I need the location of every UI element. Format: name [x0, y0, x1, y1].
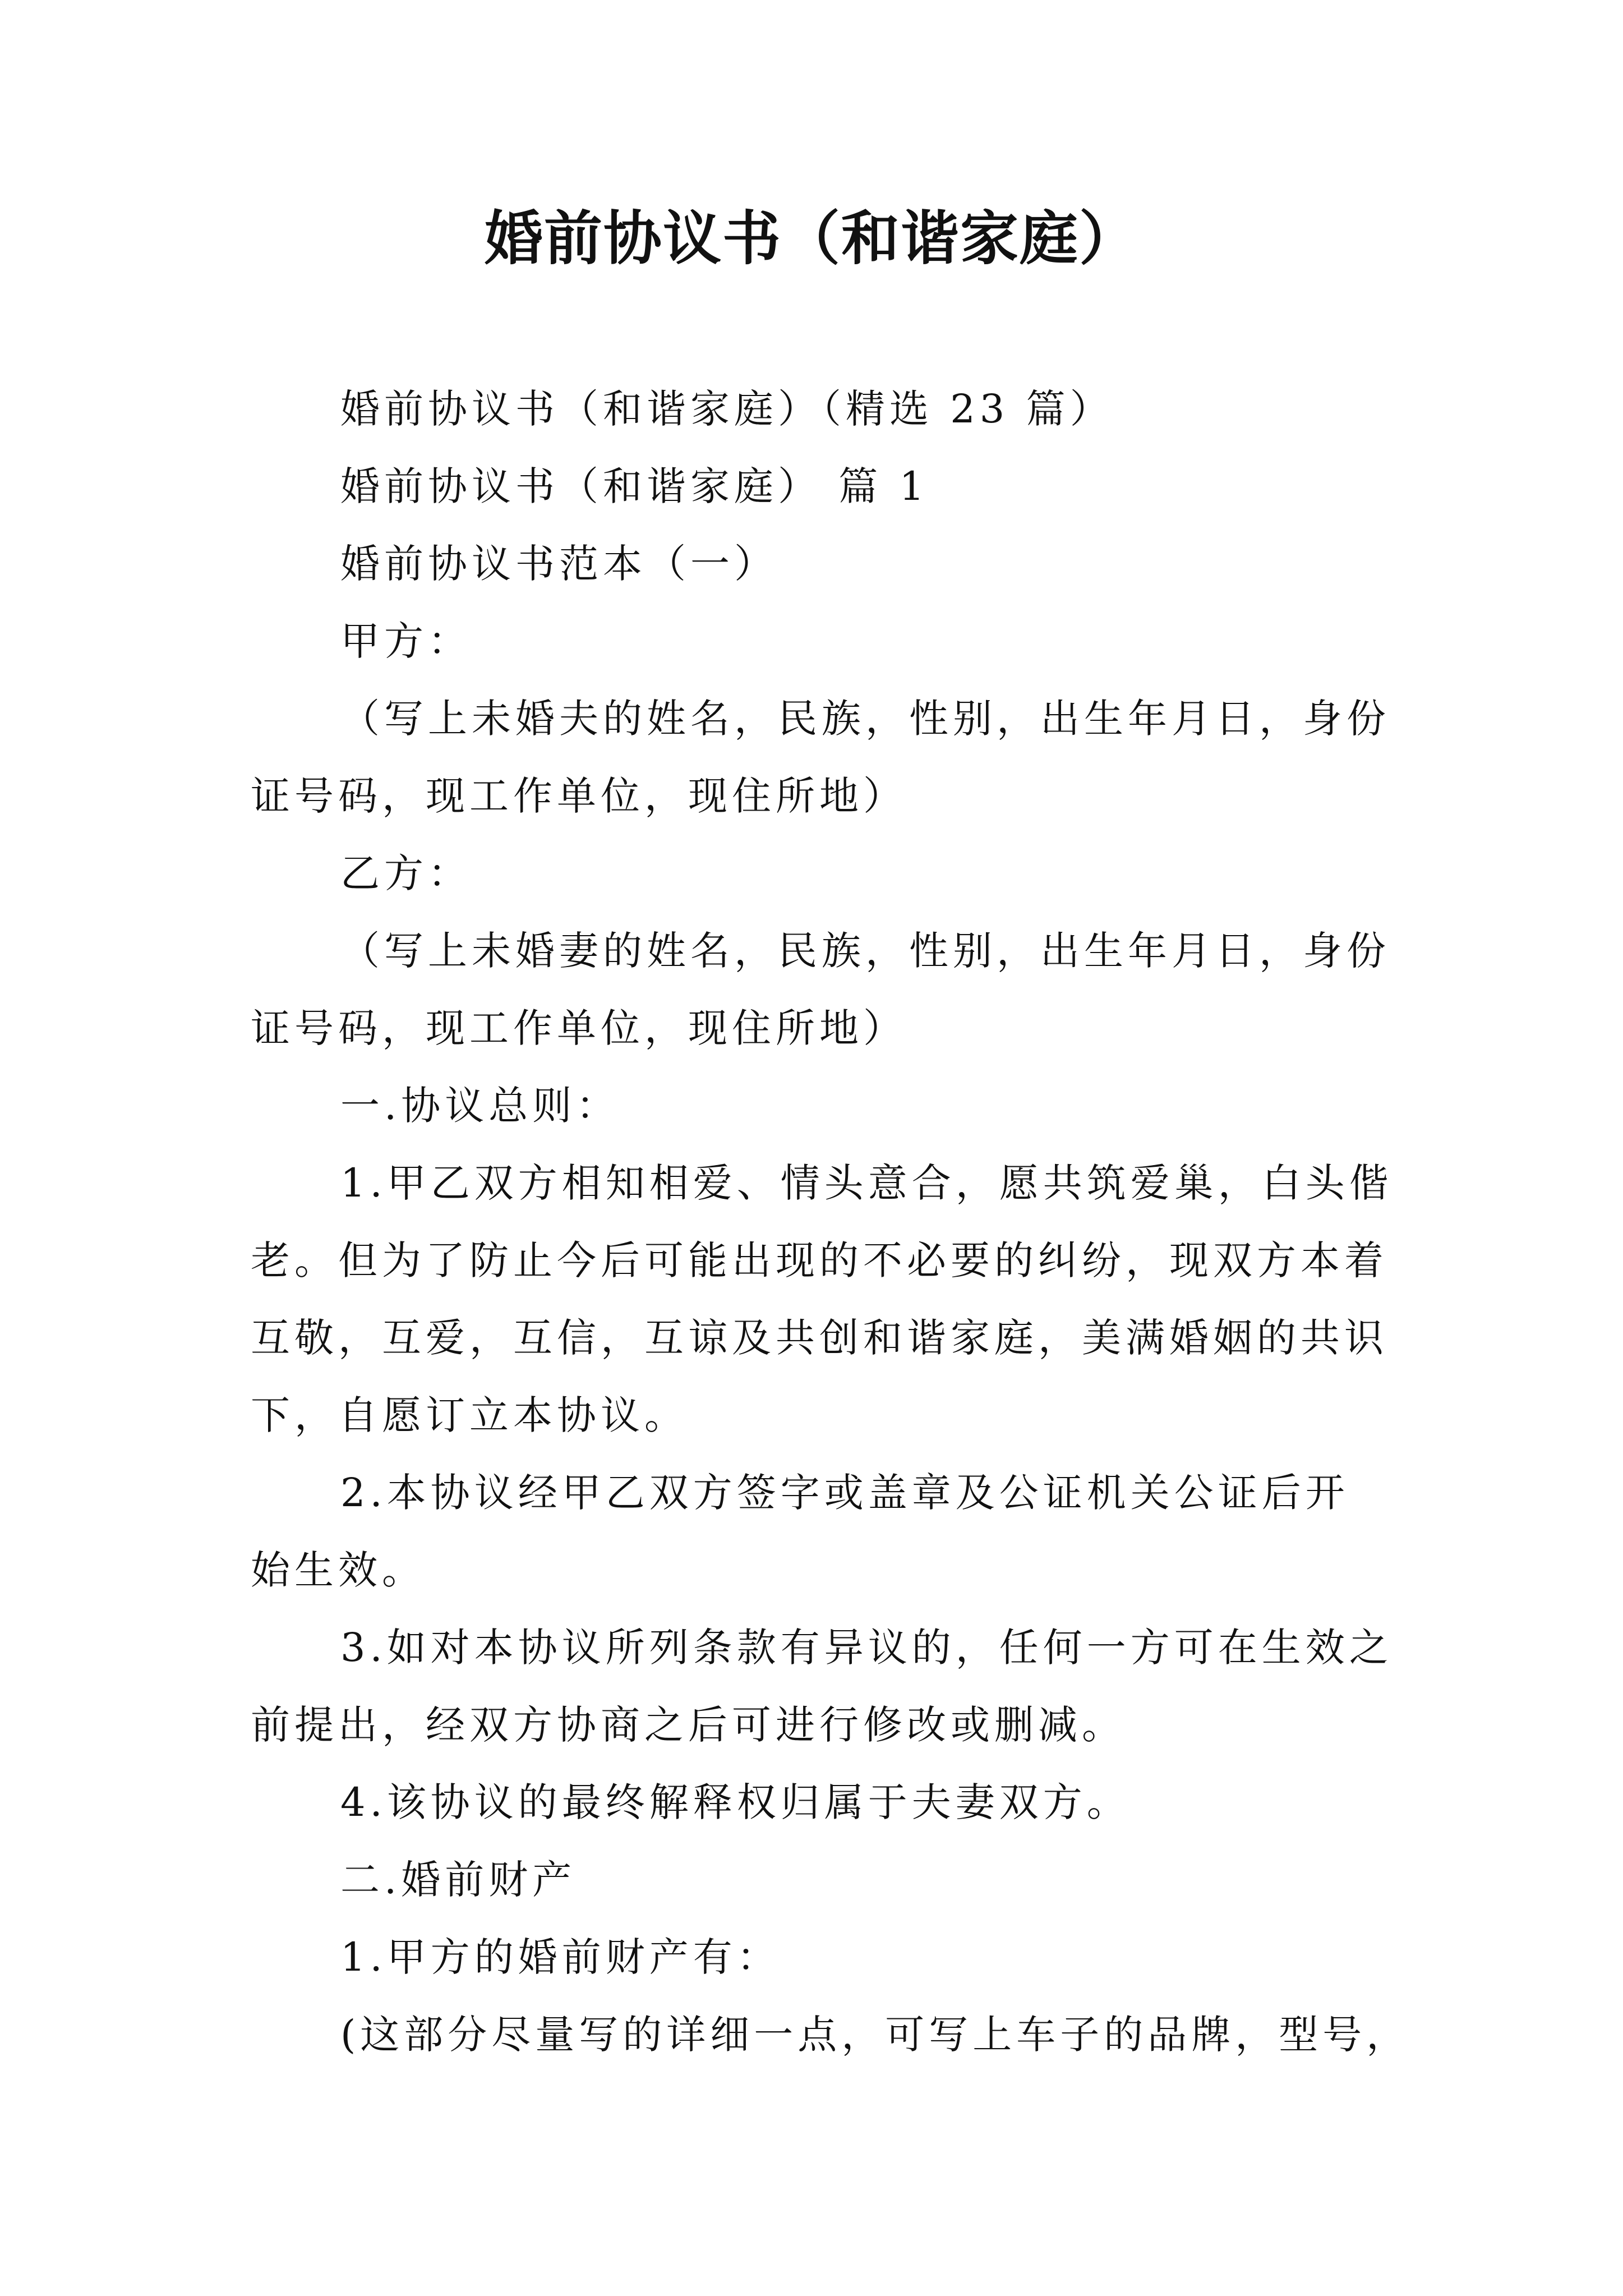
paragraph-line: 乙方： — [340, 850, 472, 896]
paragraph-line: 婚前协议书（和谐家庭） 篇 1 — [340, 463, 929, 509]
paragraph-line: 始生效。 — [251, 1547, 426, 1593]
paragraph-line: 2.本协议经甲乙双方签字或盖章及公证机关公证后开 — [340, 1470, 1349, 1516]
paragraph-line: 1.甲乙双方相知相爱、情头意合，愿共筑爱巢，白头偕 — [340, 1160, 1393, 1206]
paragraph-line: 二.婚前财产 — [340, 1857, 577, 1903]
paragraph-line: 4.该协议的最终解释权归属于夫妻双方。 — [340, 1779, 1131, 1825]
paragraph-line: 前提出，经双方协商之后可进行修改或删减。 — [251, 1702, 1126, 1748]
paragraph-line: (这部分尽量写的详细一点，可写上车子的品牌，型号， — [340, 2012, 1410, 2058]
paragraph-line: 1.甲方的婚前财产有： — [340, 1934, 781, 1980]
paragraph-line: （写上未婚妻的姓名，民族，性别，出生年月日，身份 — [340, 928, 1390, 974]
paragraph-line: 婚前协议书范本（一） — [340, 541, 778, 587]
document-body — [251, 370, 1410, 2073]
paragraph-line: 证号码，现工作单位，现住所地） — [251, 773, 907, 819]
paragraph-line: 证号码，现工作单位，现住所地） — [251, 1005, 907, 1051]
paragraph-line: 婚前协议书（和谐家庭）（精选 23 篇） — [340, 386, 1114, 432]
paragraph-line: 3.如对本协议所列条款有异议的，任何一方可在生效之 — [340, 1625, 1393, 1671]
paragraph-line: 老。但为了防止今后可能出现的不必要的纠纷，现双方本着 — [251, 1237, 1388, 1283]
paragraph-line: （写上未婚夫的姓名，民族，性别，出生年月日，身份 — [340, 696, 1390, 742]
document-title: 婚前协议书（和谐家庭） — [484, 204, 1138, 273]
paragraph-line: 互敬，互爱，互信，互谅及共创和谐家庭，美满婚姻的共识 — [251, 1315, 1388, 1361]
paragraph-line: 甲方： — [340, 618, 472, 664]
paragraph-line: 下，自愿订立本协议。 — [251, 1392, 688, 1438]
paragraph-line: 一.协议总则： — [340, 1083, 620, 1129]
